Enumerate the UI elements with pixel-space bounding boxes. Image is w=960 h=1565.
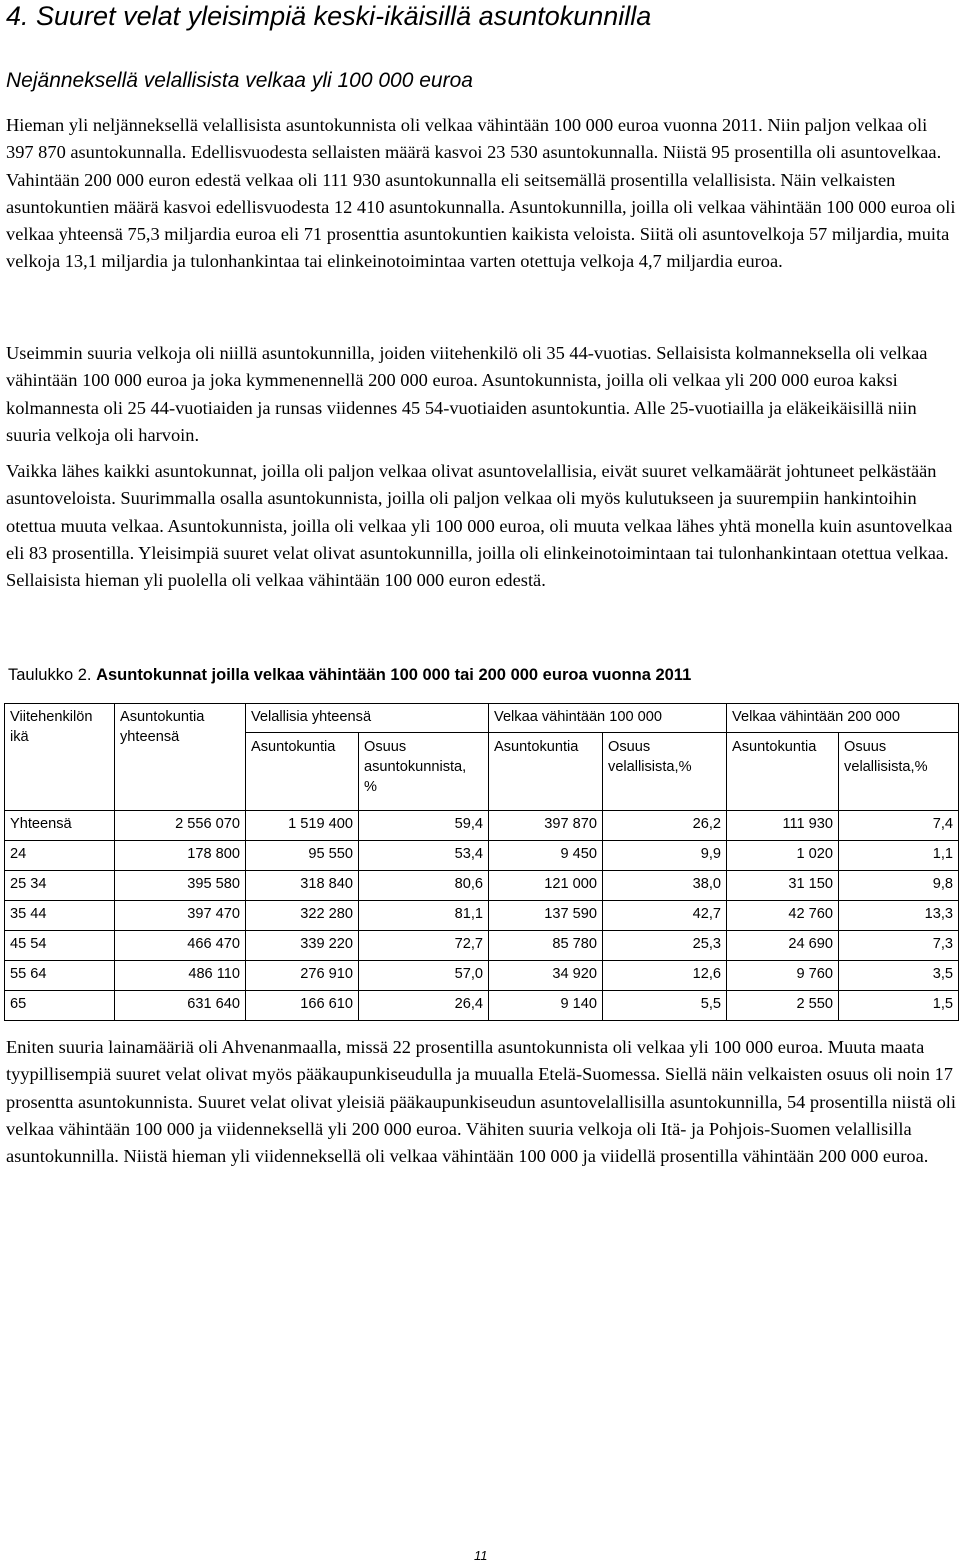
table-cell: 3,5 bbox=[839, 961, 959, 991]
body-paragraph: Useimmin suuria velkoja oli niillä asuntokunnilla, joiden viitehenkilö oli 35 44-vuotias. Sellaisista kolmanneksella oli velkaa vähintään 100 000 euroa ja joka kymmenennellä 200 000 euroa. Asuntokunnista, joilla oli velkaa yli 200 000 euroa kaksi kolmannesta oli 25 44-vuotiaiden ja runsas viidennes 45 54-vuotiaiden asuntokuntia. Alle 25-vuotiailla ja eläkeikäisillä niin suuria velkoja oli harvoin. bbox=[6, 343, 928, 445]
table-cell: 397 870 bbox=[489, 811, 603, 841]
table-cell: 395 580 bbox=[115, 871, 246, 901]
table-cell: 486 110 bbox=[115, 961, 246, 991]
table-cell: 121 000 bbox=[489, 871, 603, 901]
table-cell: 9 450 bbox=[489, 841, 603, 871]
table-cell: 1 020 bbox=[727, 841, 839, 871]
chapter-title: 4. Suuret velat yleisimpiä keski-ikäisillä asuntokunnilla bbox=[6, 1, 652, 31]
table-caption-number: Taulukko 2. bbox=[8, 666, 92, 684]
header-share-3: Osuus velallisista,% bbox=[839, 733, 959, 811]
table-cell: 57,0 bbox=[359, 961, 489, 991]
table-caption-text: Asuntokunnat joilla velkaa vähintään 100 000 tai 200 000 euroa vuonna 2011 bbox=[96, 666, 692, 684]
row-label: 25 34 bbox=[5, 871, 115, 901]
table-cell: 137 590 bbox=[489, 901, 603, 931]
table-cell: 25,3 bbox=[603, 931, 727, 961]
table-cell: 81,1 bbox=[359, 901, 489, 931]
table-cell: 9,8 bbox=[839, 871, 959, 901]
table-cell: 466 470 bbox=[115, 931, 246, 961]
header-group-200k: Velkaa vähintään 200 000 bbox=[727, 704, 959, 733]
body-paragraph: Eniten suuria lainamääriä oli Ahvenanmaalla, missä 22 prosentilla asuntokunnista oli velkaa yli 100 000 euroa. Muuta maata tyypillisempiä suuret velat olivat myös pääkaupunkiseudulla ja muualla Etelä-Suomessa. Siellä näin velkaisten osuus oli noin 17 prosentta asuntokunnista. Suuret velat olivat yleisiä pääkaupunkiseudun asuntovelallisilla asuntokunnilla, 54 prosentilla niistä oli velkaa vähintään 100 000 ja viidenneksellä yli 200 000 euroa. Vähiten suuria velkoja oli Itä- ja Pohjois-Suomen velallisilla asuntokunnilla. Niistä hieman yli viidenneksellä oli velkaa vähintään 100 000 ja viidellä prosentilla vähintään 200 000 euroa. bbox=[6, 1037, 957, 1167]
table-row bbox=[5, 811, 959, 841]
table-cell: 13,3 bbox=[839, 901, 959, 931]
table-cell: 38,0 bbox=[603, 871, 727, 901]
row-label: 24 bbox=[5, 841, 115, 871]
table-cell: 178 800 bbox=[115, 841, 246, 871]
row-label: Yhteensä bbox=[5, 811, 115, 841]
table-cell: 166 610 bbox=[246, 991, 359, 1021]
table-cell: 42,7 bbox=[603, 901, 727, 931]
header-group-100k: Velkaa vähintään 100 000 bbox=[489, 704, 727, 733]
table-cell: 7,4 bbox=[839, 811, 959, 841]
table-cell: 322 280 bbox=[246, 901, 359, 931]
table-cell: 1 519 400 bbox=[246, 811, 359, 841]
table-cell: 72,7 bbox=[359, 931, 489, 961]
header-households-3: Asuntokuntia bbox=[727, 733, 839, 811]
table-row bbox=[5, 841, 959, 871]
table-cell: 339 220 bbox=[246, 931, 359, 961]
table-row bbox=[5, 961, 959, 991]
table-cell: 24 690 bbox=[727, 931, 839, 961]
header-share-1: Osuus asuntokunnista, % bbox=[359, 733, 489, 811]
body-paragraph: Vaikka lähes kaikki asuntokunnat, joilla oli paljon velkaa olivat asuntovelallisia, eivät suuret velkamäärät johtuneet pelkästään asuntoveloista. Suurimmalla osalla asuntokunnista, joilla oli paljon velkaa oli myös kulutukseen ja suurempiin hankintoihin otettua muuta velkaa. Asuntokunnista, joilla oli velkaa yli 100 000 euroa, oli muuta velkaa lähes yhtä monella kuin asuntovelkaa eli 83 prosentilla. Yleisimpiä suuret velat olivat asuntokunnilla, joilla oli elinkeinotoimintaan tai tulonhankintaan otettua velkaa. Sellaisista hieman yli puolella oli velkaa vähintään 100 000 euron edestä. bbox=[6, 461, 953, 591]
header-share-2: Osuus velallisista,% bbox=[603, 733, 727, 811]
table-cell: 2 556 070 bbox=[115, 811, 246, 841]
header-group-debtors: Velallisia yhteensä bbox=[246, 704, 489, 733]
table-cell: 26,4 bbox=[359, 991, 489, 1021]
row-label: 45 54 bbox=[5, 931, 115, 961]
section-title: Nejänneksellä velallisista velkaa yli 100 000 euroa bbox=[6, 69, 473, 92]
table-cell: 9 760 bbox=[727, 961, 839, 991]
table-cell: 26,2 bbox=[603, 811, 727, 841]
header-households-2: Asuntokuntia bbox=[489, 733, 603, 811]
header-total: Asuntokuntia yhteensä bbox=[115, 704, 246, 811]
header-age: Viitehenkilön ikä bbox=[5, 704, 115, 811]
data-table bbox=[4, 703, 959, 1021]
table-caption bbox=[8, 664, 691, 686]
table-cell: 31 150 bbox=[727, 871, 839, 901]
table-cell: 1,5 bbox=[839, 991, 959, 1021]
table-cell: 276 910 bbox=[246, 961, 359, 991]
table-cell: 42 760 bbox=[727, 901, 839, 931]
table-cell: 59,4 bbox=[359, 811, 489, 841]
table-cell: 9,9 bbox=[603, 841, 727, 871]
row-label: 55 64 bbox=[5, 961, 115, 991]
table-cell: 397 470 bbox=[115, 901, 246, 931]
row-label: 65 bbox=[5, 991, 115, 1021]
table-cell: 631 640 bbox=[115, 991, 246, 1021]
table-row bbox=[5, 901, 959, 931]
table-body bbox=[5, 811, 959, 1021]
header-households-1: Asuntokuntia bbox=[246, 733, 359, 811]
table-cell: 85 780 bbox=[489, 931, 603, 961]
table-cell: 53,4 bbox=[359, 841, 489, 871]
table-row bbox=[5, 871, 959, 901]
page-number: 11 bbox=[474, 1548, 488, 1563]
table-row bbox=[5, 931, 959, 961]
table-row bbox=[5, 991, 959, 1021]
table-cell: 12,6 bbox=[603, 961, 727, 991]
table-cell: 80,6 bbox=[359, 871, 489, 901]
table-cell: 318 840 bbox=[246, 871, 359, 901]
row-label: 35 44 bbox=[5, 901, 115, 931]
table-cell: 5,5 bbox=[603, 991, 727, 1021]
table-cell: 1,1 bbox=[839, 841, 959, 871]
table-cell: 7,3 bbox=[839, 931, 959, 961]
table-cell: 9 140 bbox=[489, 991, 603, 1021]
table-cell: 95 550 bbox=[246, 841, 359, 871]
table-cell: 34 920 bbox=[489, 961, 603, 991]
table-cell: 2 550 bbox=[727, 991, 839, 1021]
body-paragraph: Hieman yli neljänneksellä velallisista asuntokunnista oli velkaa vähintään 100 000 euroa vuonna 2011. Niin paljon velkaa oli 397 870 asuntokunnalla. Edellisvuodesta sellaisten määrä kasvoi 23 530 asuntokunnalla. Niistä 95 prosentilla oli asuntovelkaa. Vahintään 200 000 euron edestä velkaa oli 111 930 asuntokunnalla eli seitsemällä prosentilla velallisista. Näin velkaisten asuntokuntien määrä kasvoi edellisvuodesta 12 410 asuntokunnalla. Asuntokunnilla, joilla oli velkaa vähintään 100 000 euroa oli velkaa yhteensä 75,3 miljardia euroa eli 71 prosenttia asuntokuntien kaikista veloista. Siitä oli asuntovelkoja 57 miljardia, muita velkoja 13,1 miljardia ja tulonhankintaa tai elinkeinotoimintaa varten otettuja velkoja 4,7 miljardia euroa. bbox=[6, 115, 956, 272]
table-cell: 111 930 bbox=[727, 811, 839, 841]
